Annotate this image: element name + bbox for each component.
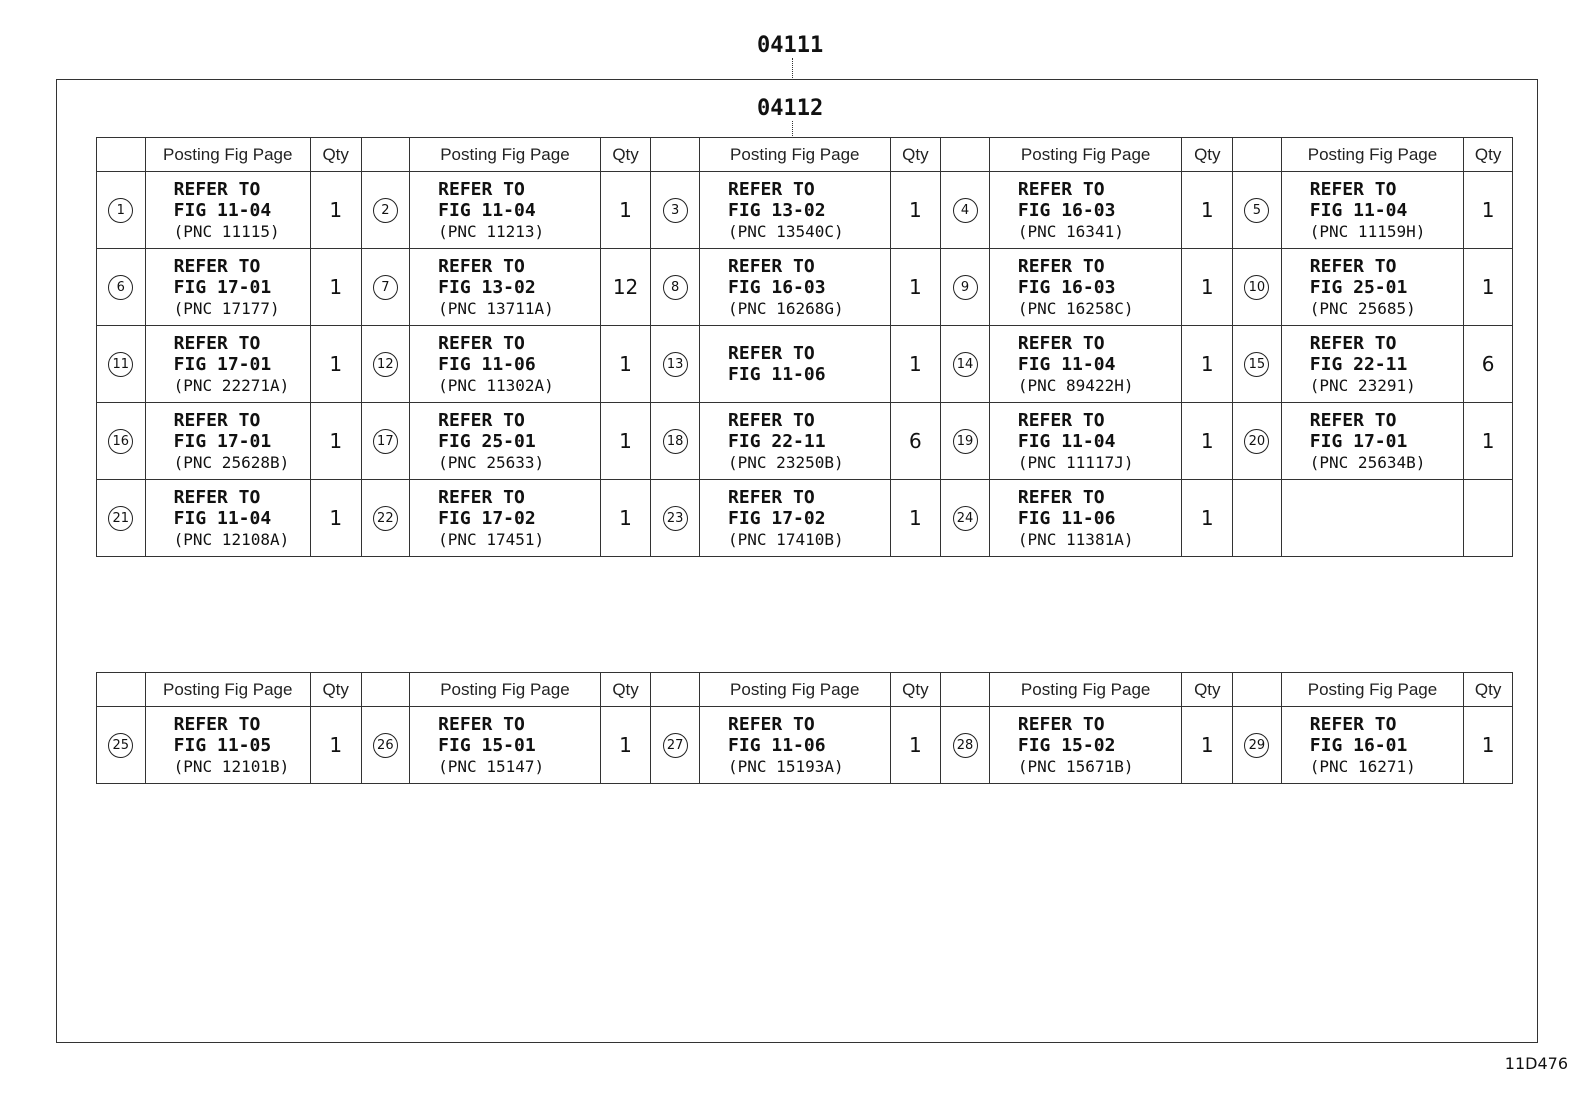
fig-reference-link[interactable]: FIG 13-02 — [438, 276, 536, 298]
posting-fig-page-cell — [410, 172, 601, 249]
header-posting-fig-page: Posting Fig Page — [410, 673, 601, 707]
reference-text — [1310, 714, 1463, 777]
assembly-label-04112: 04112 — [757, 96, 824, 121]
refer-to-text: REFER TO — [1309, 713, 1397, 735]
reference-text — [174, 333, 310, 396]
posting-fig-page-cell — [989, 403, 1182, 480]
qty-cell: 1 — [310, 707, 361, 784]
reference-text — [438, 487, 600, 550]
pnc-code: (PNC 11117J) — [1017, 452, 1134, 472]
header-num-cell — [941, 673, 990, 707]
header-posting-fig-page: Posting Fig Page — [145, 673, 310, 707]
reference-text — [438, 179, 600, 242]
reference-text — [728, 256, 890, 319]
ref-number-badge: 21 — [108, 506, 133, 531]
reference-text — [174, 714, 310, 777]
refer-to-text: REFER TO — [728, 486, 815, 508]
pnc-code: (PNC 16258C) — [1017, 298, 1134, 318]
ref-number-badge: 20 — [1244, 429, 1269, 454]
qty-cell: 1 — [310, 249, 361, 326]
reference-text — [728, 487, 890, 550]
reference-text — [728, 714, 890, 777]
reference-text — [1310, 410, 1463, 473]
ref-number-cell — [1233, 707, 1282, 784]
ref-number-badge: 23 — [663, 506, 688, 531]
qty-cell: 1 — [600, 403, 651, 480]
ref-number-cell — [361, 326, 410, 403]
qty-cell: 1 — [310, 326, 361, 403]
fig-reference-link[interactable]: FIG 13-02 — [728, 199, 826, 221]
header-num-cell — [361, 138, 410, 172]
pnc-code: (PNC 12108A) — [173, 529, 290, 549]
ref-number-badge: 22 — [373, 506, 398, 531]
ref-number-cell — [941, 326, 990, 403]
ref-number-cell — [941, 172, 990, 249]
qty-cell: 1 — [1182, 480, 1233, 557]
ref-number-badge: 26 — [373, 733, 398, 758]
reference-text — [1310, 333, 1463, 396]
header-posting-fig-page: Posting Fig Page — [989, 138, 1182, 172]
ref-number-cell — [97, 249, 146, 326]
pnc-code: (PNC 17177) — [173, 298, 280, 318]
fig-reference-link[interactable]: FIG 11-04 — [1017, 353, 1116, 375]
fig-reference-link[interactable]: FIG 16-03 — [1017, 199, 1116, 221]
ref-number-cell — [651, 480, 700, 557]
ref-number-cell — [97, 326, 146, 403]
refer-to-text: REFER TO — [728, 255, 815, 277]
qty-cell: 1 — [600, 480, 651, 557]
refer-to-text: REFER TO — [438, 713, 525, 735]
ref-number-cell — [361, 707, 410, 784]
ref-number-cell — [1233, 249, 1282, 326]
reference-text — [1018, 333, 1182, 396]
posting-fig-page-cell — [410, 326, 601, 403]
posting-fig-page-cell — [1281, 480, 1463, 557]
header-qty: Qty — [890, 138, 941, 172]
pnc-code: (PNC 17451) — [438, 529, 545, 549]
header-qty: Qty — [600, 138, 651, 172]
header-posting-fig-page: Posting Fig Page — [989, 673, 1182, 707]
figure-code: 11D476 — [1504, 1054, 1568, 1073]
fig-reference-link[interactable]: FIG 16-03 — [1017, 276, 1116, 298]
refer-to-text: REFER TO — [1017, 713, 1105, 735]
ref-number-cell — [97, 707, 146, 784]
reference-text — [1018, 410, 1182, 473]
ref-number-cell — [361, 480, 410, 557]
posting-fig-page-cell — [145, 172, 310, 249]
qty-cell: 1 — [600, 326, 651, 403]
posting-fig-page-cell — [989, 326, 1182, 403]
assembly-label-04111: 04111 — [757, 33, 824, 58]
header-qty: Qty — [1464, 138, 1513, 172]
ref-number-badge: 25 — [108, 733, 133, 758]
qty-cell: 1 — [1464, 172, 1513, 249]
fig-reference-link[interactable]: FIG 16-03 — [728, 276, 826, 298]
ref-number-badge: 16 — [108, 429, 133, 454]
posting-fig-page-cell — [145, 480, 310, 557]
reference-text — [1018, 256, 1182, 319]
posting-fig-page-cell — [1281, 326, 1463, 403]
header-posting-fig-page: Posting Fig Page — [1281, 138, 1463, 172]
posting-fig-page-cell — [410, 707, 601, 784]
qty-cell: 6 — [890, 403, 941, 480]
pnc-code: (PNC 89422H) — [1017, 375, 1134, 395]
pnc-code: (PNC 22271A) — [173, 375, 290, 395]
ref-number-badge: 24 — [953, 506, 978, 531]
qty-cell: 1 — [600, 172, 651, 249]
pnc-code: (PNC 11115) — [173, 221, 280, 241]
pnc-code: (PNC 13711A) — [438, 298, 554, 318]
refer-to-text: REFER TO — [173, 255, 261, 277]
header-qty: Qty — [1182, 673, 1233, 707]
qty-cell: 1 — [1182, 403, 1233, 480]
ref-number-badge: 7 — [373, 275, 398, 300]
posting-fig-page-cell — [410, 480, 601, 557]
ref-number-cell — [1233, 172, 1282, 249]
refer-to-text: REFER TO — [438, 255, 525, 277]
posting-fig-page-cell — [989, 480, 1182, 557]
pnc-code: (PNC 23250B) — [728, 452, 844, 472]
fig-reference-link[interactable]: FIG 17-01 — [173, 276, 272, 298]
ref-number-cell — [651, 707, 700, 784]
qty-cell: 1 — [1464, 249, 1513, 326]
qty-cell: 1 — [1182, 326, 1233, 403]
header-qty: Qty — [890, 673, 941, 707]
table-row — [97, 480, 1513, 557]
qty-cell: 1 — [890, 480, 941, 557]
reference-text — [174, 179, 310, 242]
qty-cell: 1 — [1464, 707, 1513, 784]
pnc-code: (PNC 15147) — [438, 756, 545, 776]
fig-reference-link[interactable]: FIG 17-01 — [173, 353, 272, 375]
header-num-cell — [651, 673, 700, 707]
reference-text — [174, 410, 310, 473]
fig-reference-link[interactable]: FIG 22-11 — [728, 430, 826, 452]
ref-number-badge: 15 — [1244, 352, 1269, 377]
qty-cell: 1 — [890, 172, 941, 249]
header-posting-fig-page: Posting Fig Page — [410, 138, 601, 172]
refer-to-text: REFER TO — [1017, 332, 1105, 354]
reference-table-2 — [96, 672, 1513, 784]
reference-text — [1310, 256, 1463, 319]
refer-to-text: REFER TO — [1309, 409, 1397, 431]
ref-number-cell — [1233, 326, 1282, 403]
leader-line-outer — [792, 58, 793, 80]
ref-number-cell — [651, 326, 700, 403]
ref-number-cell — [97, 172, 146, 249]
refer-to-text: REFER TO — [728, 343, 815, 364]
ref-number-badge: 2 — [373, 198, 398, 223]
fig-reference-link[interactable]: FIG 25-01 — [438, 430, 536, 452]
ref-number-badge: 17 — [373, 429, 398, 454]
refer-to-text: REFER TO — [173, 486, 261, 508]
refer-to-text: REFER TO — [728, 409, 815, 431]
header-num-cell — [361, 673, 410, 707]
qty-cell: 6 — [1464, 326, 1513, 403]
reference-text — [1018, 487, 1182, 550]
qty-cell: 1 — [890, 249, 941, 326]
qty-cell: 1 — [890, 707, 941, 784]
header-num-cell — [97, 673, 146, 707]
reference-text — [1018, 714, 1182, 777]
pnc-code: (PNC 11302A) — [438, 375, 554, 395]
header-qty: Qty — [310, 673, 361, 707]
pnc-code: (PNC 11213) — [438, 221, 545, 241]
ref-number-cell — [361, 172, 410, 249]
header-num-cell — [941, 138, 990, 172]
reference-text — [438, 256, 600, 319]
pnc-code: (PNC 15671B) — [1017, 756, 1134, 776]
pnc-code: (PNC 25685) — [1309, 298, 1416, 318]
posting-fig-page-cell — [700, 403, 891, 480]
header-qty: Qty — [1464, 673, 1513, 707]
fig-reference-link[interactable]: FIG 11-04 — [173, 199, 272, 221]
pnc-code: (PNC 15193A) — [728, 756, 844, 776]
posting-fig-page-cell — [145, 403, 310, 480]
refer-to-text: REFER TO — [438, 332, 525, 354]
ref-number-cell — [361, 403, 410, 480]
pnc-code: (PNC 25628B) — [173, 452, 290, 472]
refer-to-text: REFER TO — [438, 486, 525, 508]
qty-cell: 1 — [1182, 249, 1233, 326]
header-posting-fig-page: Posting Fig Page — [1281, 673, 1463, 707]
header-qty: Qty — [1182, 138, 1233, 172]
ref-number-badge: 13 — [663, 352, 688, 377]
refer-to-text: REFER TO — [173, 409, 261, 431]
ref-number-badge: 28 — [953, 733, 978, 758]
refer-to-text: REFER TO — [1017, 486, 1105, 508]
posting-fig-page-cell — [700, 480, 891, 557]
header-num-cell — [1233, 138, 1282, 172]
pnc-code: (PNC 25633) — [438, 452, 545, 472]
reference-text — [438, 333, 600, 396]
refer-to-text: REFER TO — [1017, 409, 1105, 431]
reference-text — [174, 487, 310, 550]
table-row — [97, 403, 1513, 480]
qty-cell: 1 — [1464, 403, 1513, 480]
ref-number-badge: 14 — [953, 352, 978, 377]
header-qty: Qty — [600, 673, 651, 707]
table-row — [97, 326, 1513, 403]
pnc-code: (PNC 13540C) — [728, 221, 844, 241]
header-num-cell — [97, 138, 146, 172]
posting-fig-page-cell — [700, 326, 891, 403]
ref-number-cell — [97, 480, 146, 557]
reference-text — [438, 714, 600, 777]
table-row — [97, 707, 1513, 784]
ref-number-cell — [651, 249, 700, 326]
posting-fig-page-cell — [1281, 172, 1463, 249]
ref-number-badge: 19 — [953, 429, 978, 454]
ref-number-cell — [651, 403, 700, 480]
posting-fig-page-cell — [145, 326, 310, 403]
qty-cell: 1 — [1182, 707, 1233, 784]
leader-line-inner — [792, 121, 793, 138]
ref-number-badge: 11 — [108, 352, 133, 377]
reference-text — [728, 343, 890, 385]
fig-reference-link[interactable]: FIG 17-02 — [728, 507, 826, 529]
header-row — [97, 138, 1513, 172]
pnc-code: (PNC 16268G) — [728, 298, 844, 318]
fig-reference-link[interactable]: FIG 22-11 — [1309, 353, 1408, 375]
header-posting-fig-page: Posting Fig Page — [145, 138, 310, 172]
fig-reference-link[interactable]: FIG 17-01 — [173, 430, 272, 452]
fig-reference-link[interactable]: FIG 11-04 — [1309, 199, 1408, 221]
pnc-code: (PNC 11381A) — [1017, 529, 1134, 549]
refer-to-text: REFER TO — [1309, 255, 1397, 277]
ref-number-badge: 9 — [953, 275, 978, 300]
posting-fig-page-cell — [989, 172, 1182, 249]
refer-to-text: REFER TO — [728, 178, 815, 200]
ref-number-badge: 12 — [373, 352, 398, 377]
refer-to-text: REFER TO — [1017, 255, 1105, 277]
pnc-code: (PNC 25634B) — [1309, 452, 1426, 472]
posting-fig-page-cell — [989, 249, 1182, 326]
refer-to-text: REFER TO — [438, 409, 525, 431]
posting-fig-page-cell — [145, 707, 310, 784]
pnc-code: (PNC 23291) — [1309, 375, 1416, 395]
pnc-code: (PNC 12101B) — [173, 756, 290, 776]
ref-number-cell — [941, 707, 990, 784]
fig-reference-link[interactable]: FIG 11-06 — [728, 364, 826, 385]
fig-reference-link[interactable]: FIG 11-04 — [438, 199, 536, 221]
header-posting-fig-page: Posting Fig Page — [700, 138, 891, 172]
ref-number-badge: 27 — [663, 733, 688, 758]
refer-to-text: REFER TO — [728, 713, 815, 735]
ref-number-cell — [941, 249, 990, 326]
posting-fig-page-cell — [989, 707, 1182, 784]
ref-number-badge: 8 — [663, 275, 688, 300]
ref-number-cell — [941, 403, 990, 480]
refer-to-text: REFER TO — [173, 332, 261, 354]
reference-text — [174, 256, 310, 319]
ref-number-badge: 4 — [953, 198, 978, 223]
reference-text — [438, 410, 600, 473]
header-num-cell — [1233, 673, 1282, 707]
qty-cell: 1 — [310, 403, 361, 480]
fig-reference-link[interactable]: FIG 11-04 — [1017, 430, 1116, 452]
pnc-code: (PNC 16341) — [1017, 221, 1124, 241]
qty-cell: 1 — [310, 172, 361, 249]
ref-number-badge: 10 — [1244, 275, 1269, 300]
refer-to-text: REFER TO — [1309, 178, 1397, 200]
qty-cell: 1 — [1182, 172, 1233, 249]
pnc-code: (PNC 17410B) — [728, 529, 844, 549]
ref-number-cell — [651, 172, 700, 249]
header-row — [97, 673, 1513, 707]
ref-number-badge: 5 — [1244, 198, 1269, 223]
pnc-code: (PNC 16271) — [1309, 756, 1416, 776]
posting-fig-page-cell — [410, 249, 601, 326]
header-qty: Qty — [310, 138, 361, 172]
reference-text — [728, 179, 890, 242]
ref-number-cell — [1233, 403, 1282, 480]
refer-to-text: REFER TO — [173, 178, 261, 200]
posting-fig-page-cell — [700, 249, 891, 326]
reference-table-1 — [96, 137, 1513, 557]
reference-text — [1018, 179, 1182, 242]
table-row — [97, 172, 1513, 249]
posting-fig-page-cell — [410, 403, 601, 480]
pnc-code: (PNC 11159H) — [1309, 221, 1426, 241]
posting-fig-page-cell — [145, 249, 310, 326]
ref-number-badge: 29 — [1244, 733, 1269, 758]
posting-fig-page-cell — [1281, 403, 1463, 480]
fig-reference-link[interactable]: FIG 15-01 — [438, 734, 536, 756]
fig-reference-link[interactable]: FIG 15-02 — [1017, 734, 1116, 756]
fig-reference-link[interactable]: FIG 16-01 — [1309, 734, 1408, 756]
ref-number-cell — [1233, 480, 1282, 557]
fig-reference-link[interactable]: FIG 11-06 — [438, 353, 536, 375]
qty-cell — [1464, 480, 1513, 557]
qty-cell: 1 — [600, 707, 651, 784]
refer-to-text: REFER TO — [173, 713, 261, 735]
qty-cell: 1 — [310, 480, 361, 557]
ref-number-badge: 3 — [663, 198, 688, 223]
fig-reference-link[interactable]: FIG 11-06 — [728, 734, 826, 756]
posting-fig-page-cell — [700, 707, 891, 784]
reference-text — [1310, 179, 1463, 242]
refer-to-text: REFER TO — [1309, 332, 1397, 354]
qty-cell: 12 — [600, 249, 651, 326]
posting-fig-page-cell — [1281, 707, 1463, 784]
fig-reference-link[interactable]: FIG 11-05 — [173, 734, 272, 756]
refer-to-text: REFER TO — [438, 178, 525, 200]
ref-number-cell — [97, 403, 146, 480]
qty-cell: 1 — [890, 326, 941, 403]
refer-to-text: REFER TO — [1017, 178, 1105, 200]
ref-number-badge: 18 — [663, 429, 688, 454]
fig-reference-link[interactable]: FIG 17-01 — [1309, 430, 1408, 452]
header-posting-fig-page: Posting Fig Page — [700, 673, 891, 707]
fig-reference-link[interactable]: FIG 17-02 — [438, 507, 536, 529]
ref-number-cell — [941, 480, 990, 557]
fig-reference-link[interactable]: FIG 25-01 — [1309, 276, 1408, 298]
posting-fig-page-cell — [1281, 249, 1463, 326]
posting-fig-page-cell — [700, 172, 891, 249]
table-row — [97, 249, 1513, 326]
fig-reference-link[interactable]: FIG 11-04 — [173, 507, 272, 529]
fig-reference-link[interactable]: FIG 11-06 — [1017, 507, 1116, 529]
ref-number-badge: 6 — [108, 275, 133, 300]
ref-number-badge: 1 — [108, 198, 133, 223]
ref-number-cell — [361, 249, 410, 326]
header-num-cell — [651, 138, 700, 172]
reference-text — [728, 410, 890, 473]
